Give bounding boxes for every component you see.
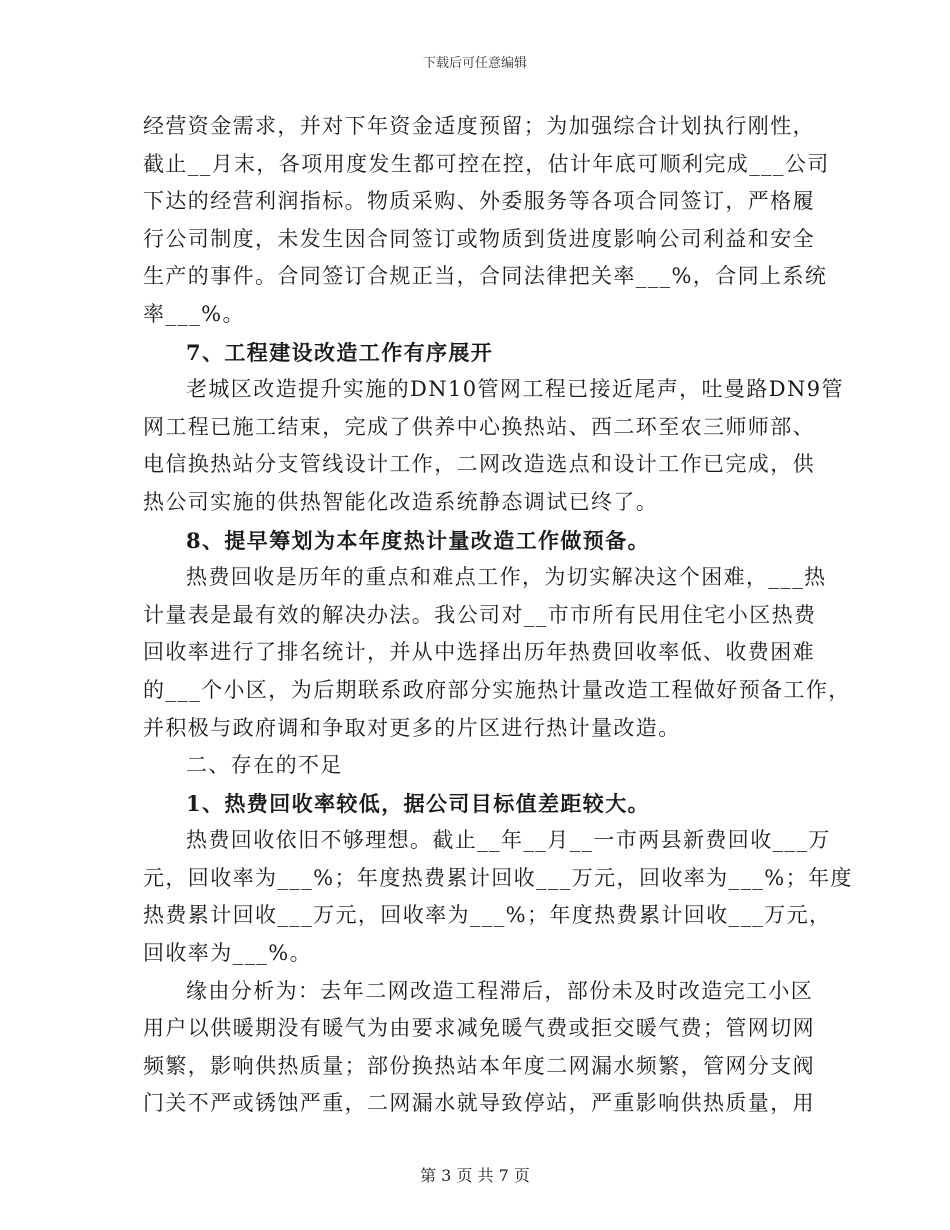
text-line: 回收率进行了排名统计，并从中选择出历年热费回收率低、收费困难 <box>143 640 815 665</box>
text-line: 用户以供暖期没有暖气为由要求减免暖气费或拒交暖气费；管网切网 <box>143 1016 815 1041</box>
text-line: 热费回收依旧不够理想。截止__年__月__一市两县新费回收___万 <box>186 828 831 853</box>
page-footer: 第 3 页 共 7 页 <box>420 1166 530 1185</box>
text-line: 热费回收是历年的重点和难点工作，为切实解决这个困难，___热 <box>186 565 827 590</box>
text-line: 门关不严或锈蚀严重，二网漏水就导致停站，严重影响供热质量，用 <box>143 1091 815 1116</box>
text-line: 截止__月末，各项用度发生都可控在控，估计年底可顺利完成___公司 <box>143 151 830 176</box>
text-line: 热公司实施的供热智能化改造系统静态调试已终了。 <box>143 489 659 514</box>
text-line: 缘由分析为：去年二网改造工程滞后，部份未及时改造完工小区 <box>186 978 814 1003</box>
text-line: 计量表是最有效的解决办法。我公司对__市市所有民用住宅小区热费 <box>143 602 817 627</box>
section-heading: 1、热费回收率较低，据公司目标值差距较大。 <box>186 790 651 816</box>
text-line: 的___个小区，为后期联系政府部分实施热计量改造工程做好预备工作， <box>143 677 851 702</box>
text-line: 经营资金需求，并对下年资金适度预留；为加强综合计划执行刚性， <box>143 114 815 138</box>
text-line: 回收率为___%。 <box>143 941 313 966</box>
section-heading: 7、工程建设改造工作有序展开 <box>186 339 494 365</box>
text-line: 热费累计回收___万元，回收率为___%；年度热费累计回收___万元， <box>143 903 832 928</box>
text-line: 生产的事件。合同签订合规正当，合同法律把关率___%，合同上系统 <box>143 264 828 289</box>
page-header: 下载后可任意编辑 <box>422 56 527 71</box>
text-line: 元，回收率为___%；年度热费累计回收___万元，回收率为___%；年度 <box>143 865 853 890</box>
section-heading: 二、存在的不足 <box>186 753 343 778</box>
text-line: 频繁，影响供热质量；部份换热站本年度二网漏水频繁，管网分支阀 <box>143 1053 815 1078</box>
text-line: 行公司制度，未发生因合同签订或物质到货进度影响公司利益和安全 <box>143 226 815 251</box>
text-line: 率___%。 <box>143 301 245 326</box>
text-line: 并积极与政府调和争取对更多的片区进行热计量改造。 <box>143 715 681 740</box>
text-line: 电信换热站分支管线设计工作，二网改造选点和设计工作已完成，供 <box>143 452 815 477</box>
document-body <box>143 108 853 1123</box>
text-line: 下达的经营利润指标。物质采购、外委服务等各项合同签订，严格履 <box>143 189 815 214</box>
section-heading: 8、提早筹划为本年度热计量改造工作做预备。 <box>186 527 651 553</box>
text-line: 老城区改造提升实施的DN10管网工程已接近尾声，吐曼路DN9管 <box>186 377 844 402</box>
text-line: 网工程已施工结束，完成了供养中心换热站、西二环至农三师师部、 <box>143 414 815 439</box>
